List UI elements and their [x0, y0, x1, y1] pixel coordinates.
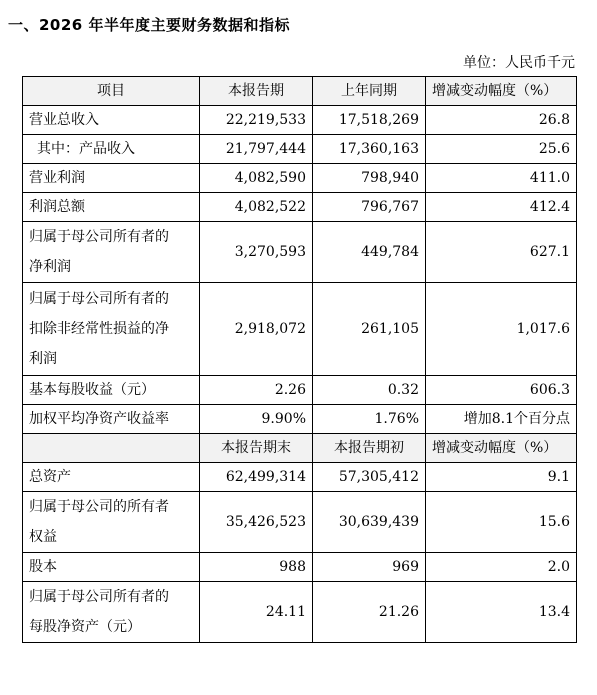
- change-value: 1,017.6: [426, 283, 577, 376]
- current-value: 24.11: [200, 582, 313, 643]
- prior-value: 17,360,163: [313, 135, 426, 164]
- table-row: [23, 106, 577, 135]
- prior-value: 0.32: [313, 376, 426, 405]
- table-row: [23, 463, 577, 492]
- current-value: 3,270,593: [200, 222, 313, 283]
- row-label: 营业总收入: [23, 106, 200, 135]
- prior-value: 796,767: [313, 193, 426, 222]
- row-label: 归属于母公司的所有者 权益: [23, 492, 200, 553]
- current-value: 2,918,072: [200, 283, 313, 376]
- header-change: 增减变动幅度（%）: [426, 77, 577, 106]
- row-label: 归属于母公司所有者的 每股净资产（元）: [23, 582, 200, 643]
- prior-value: 57,305,412: [313, 463, 426, 492]
- current-value: 22,219,533: [200, 106, 313, 135]
- prior-value: 261,105: [313, 283, 426, 376]
- table-row: [23, 164, 577, 193]
- prior-value: 30,639,439: [313, 492, 426, 553]
- row-label: 归属于母公司所有者的 扣除非经常性损益的净 利润: [23, 283, 200, 376]
- row-label: 股本: [23, 553, 200, 582]
- subheader-blank: [23, 434, 200, 463]
- prior-value: 21.26: [313, 582, 426, 643]
- header-change: 增减变动幅度（%）: [426, 434, 577, 463]
- table-row: [23, 222, 577, 283]
- unit-note: 单位：人民币千元: [463, 55, 575, 71]
- table-row: [23, 193, 577, 222]
- row-label: 其中：产品收入: [23, 135, 200, 164]
- row-label: 总资产: [23, 463, 200, 492]
- section-heading: 一、2026 年半年度主要财务数据和指标: [8, 16, 290, 34]
- row-label: 归属于母公司所有者的 净利润: [23, 222, 200, 283]
- prior-value: 1.76%: [313, 405, 426, 434]
- prior-value: 969: [313, 553, 426, 582]
- row-label: 利润总额: [23, 193, 200, 222]
- change-value: 增加8.1个百分点: [426, 405, 577, 434]
- table-header-row: [23, 77, 577, 106]
- change-value: 13.4: [426, 582, 577, 643]
- change-value: 412.4: [426, 193, 577, 222]
- change-value: 411.0: [426, 164, 577, 193]
- current-value: 4,082,522: [200, 193, 313, 222]
- header-period-start: 本报告期初: [313, 434, 426, 463]
- change-value: 606.3: [426, 376, 577, 405]
- change-value: 2.0: [426, 553, 577, 582]
- change-value: 25.6: [426, 135, 577, 164]
- change-value: 627.1: [426, 222, 577, 283]
- table-row: [23, 492, 577, 553]
- current-value: 9.90%: [200, 405, 313, 434]
- current-value: 2.26: [200, 376, 313, 405]
- change-value: 26.8: [426, 106, 577, 135]
- change-value: 15.6: [426, 492, 577, 553]
- financial-data-table: [22, 76, 577, 643]
- table-row: [23, 135, 577, 164]
- header-current-period: 本报告期: [200, 77, 313, 106]
- current-value: 35,426,523: [200, 492, 313, 553]
- current-value: 62,499,314: [200, 463, 313, 492]
- table-row: [23, 376, 577, 405]
- table-row: [23, 283, 577, 376]
- current-value: 4,082,590: [200, 164, 313, 193]
- current-value: 21,797,444: [200, 135, 313, 164]
- prior-value: 449,784: [313, 222, 426, 283]
- change-value: 9.1: [426, 463, 577, 492]
- prior-value: 17,518,269: [313, 106, 426, 135]
- row-label: 营业利润: [23, 164, 200, 193]
- table-row: [23, 582, 577, 643]
- header-item: 项目: [23, 77, 200, 106]
- row-label: 加权平均净资产收益率: [23, 405, 200, 434]
- table-row: [23, 553, 577, 582]
- header-period-end: 本报告期末: [200, 434, 313, 463]
- table-row: [23, 405, 577, 434]
- prior-value: 798,940: [313, 164, 426, 193]
- current-value: 988: [200, 553, 313, 582]
- table-subheader-row: [23, 434, 577, 463]
- row-label: 基本每股收益（元）: [23, 376, 200, 405]
- header-prior-period: 上年同期: [313, 77, 426, 106]
